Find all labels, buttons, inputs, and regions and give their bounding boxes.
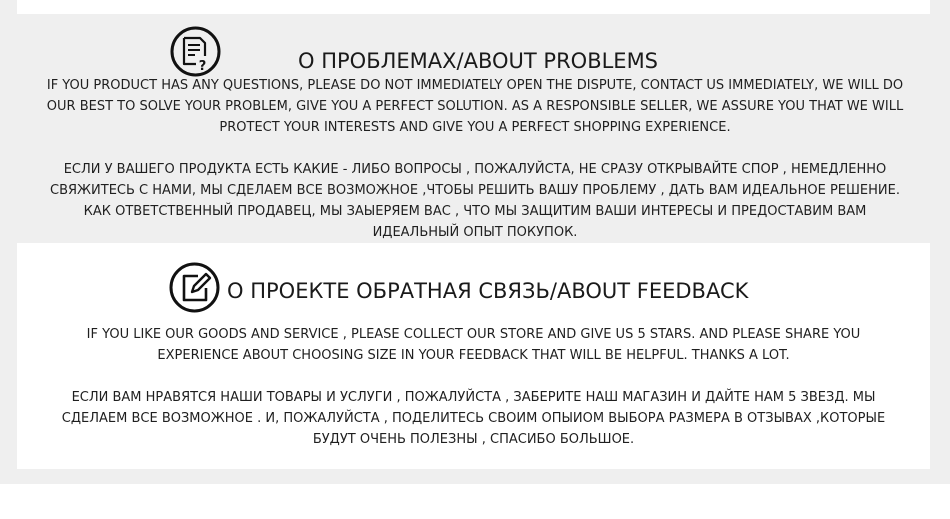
problems-section — [0, 14, 950, 242]
feedback-section — [17, 243, 930, 469]
feedback-title: О ПРОЕКТЕ ОБРАТНАЯ СВЯЗЬ/ABOUT FEEDBACK — [227, 279, 749, 303]
document-question-icon — [169, 25, 222, 78]
feedback-text-ru: ЕСЛИ ВАМ НРАВЯТСЯ НАШИ ТОВАРЫ И УСЛУГИ , ПОЖАЛУЙСТА , ЗАБЕРИТЕ НАШ МАГАЗИН И ДАЙТЕ НАМ 5 ЗВЕЗД. МЫ СДЕЛАЕМ ВСЕ ВОЗМОЖНОЕ . И, ПОЖАЛУЙСТА , ПОДЕЛИТЕСЬ СВОИМ ОПЫИОМ ВЫБОРА РАЗМЕРА В ОТЗЫВАХ ,КОТОРЫЕ БУДУТ ОЧЕНЬ ПОЛЕЗНЫ , СПАСИБО БОЛЬШОЕ. — [61, 390, 886, 447]
problems-text-en: IF YOU PRODUCT HAS ANY QUESTIONS, PLEASE DO NOT IMMEDIATELY OPEN THE DISPUTE, CONTACT US IMMEDIATELY, WE WILL DO OUR BEST TO SOLVE YOUR PROBLEM, GIVE YOU A PERFECT SOLUTION. AS A RESPONSIBLE SELLER, WE ASSURE YOU THAT WE WILL PROTECT YOUR INTERESTS AND GIVE YOU A PERFECT SHOPPING EXPERIENCE. — [46, 78, 904, 135]
problems-title: О ПРОБЛЕМАХ/ABOUT PROBLEMS — [298, 49, 659, 73]
edit-note-icon — [168, 261, 221, 314]
top-divider-strip — [17, 0, 930, 14]
feedback-text-en: IF YOU LIKE OUR GOODS AND SERVICE , PLEASE COLLECT OUR STORE AND GIVE US 5 STARS. AND PLEASE SHARE YOU EXPERIENCE ABOUT CHOOSING SIZE IN YOUR FEEDBACK THAT WILL BE HELPFUL. THANKS A LOT. — [86, 327, 861, 363]
problems-text-ru: ЕСЛИ У ВАШЕГО ПРОДУКТА ЕСТЬ КАКИЕ - ЛИБО ВОПРОСЫ , ПОЖАЛУЙСТА, НЕ СРАЗУ ОТКРЫВАЙТЕ СПОР , НЕМЕДЛЕННО СВЯЖИТЕСЬ С НАМИ, МЫ СДЕЛАЕМ ВСЕ ВОЗМОЖНОЕ ,ЧТОБЫ РЕШИТЬ ВАШУ ПРОБЛЕМУ , ДАТЬ ВАМ ИДЕАЛЬНОЕ РЕШЕНИЕ. КАК ОТВЕТСТВЕННЫЙ ПРОДАВЕЦ, МЫ ЗАЫЕРЯЕМ ВАС , ЧТО МЫ ЗАЩИТИМ ВАШИ ИНТЕРЕСЫ И ПРЕДОСТАВИМ ВАМ ИДЕАЛЬНЫЙ ОПЫТ ПОКУПОК. — [50, 162, 900, 240]
svg-text:?: ? — [198, 59, 207, 74]
